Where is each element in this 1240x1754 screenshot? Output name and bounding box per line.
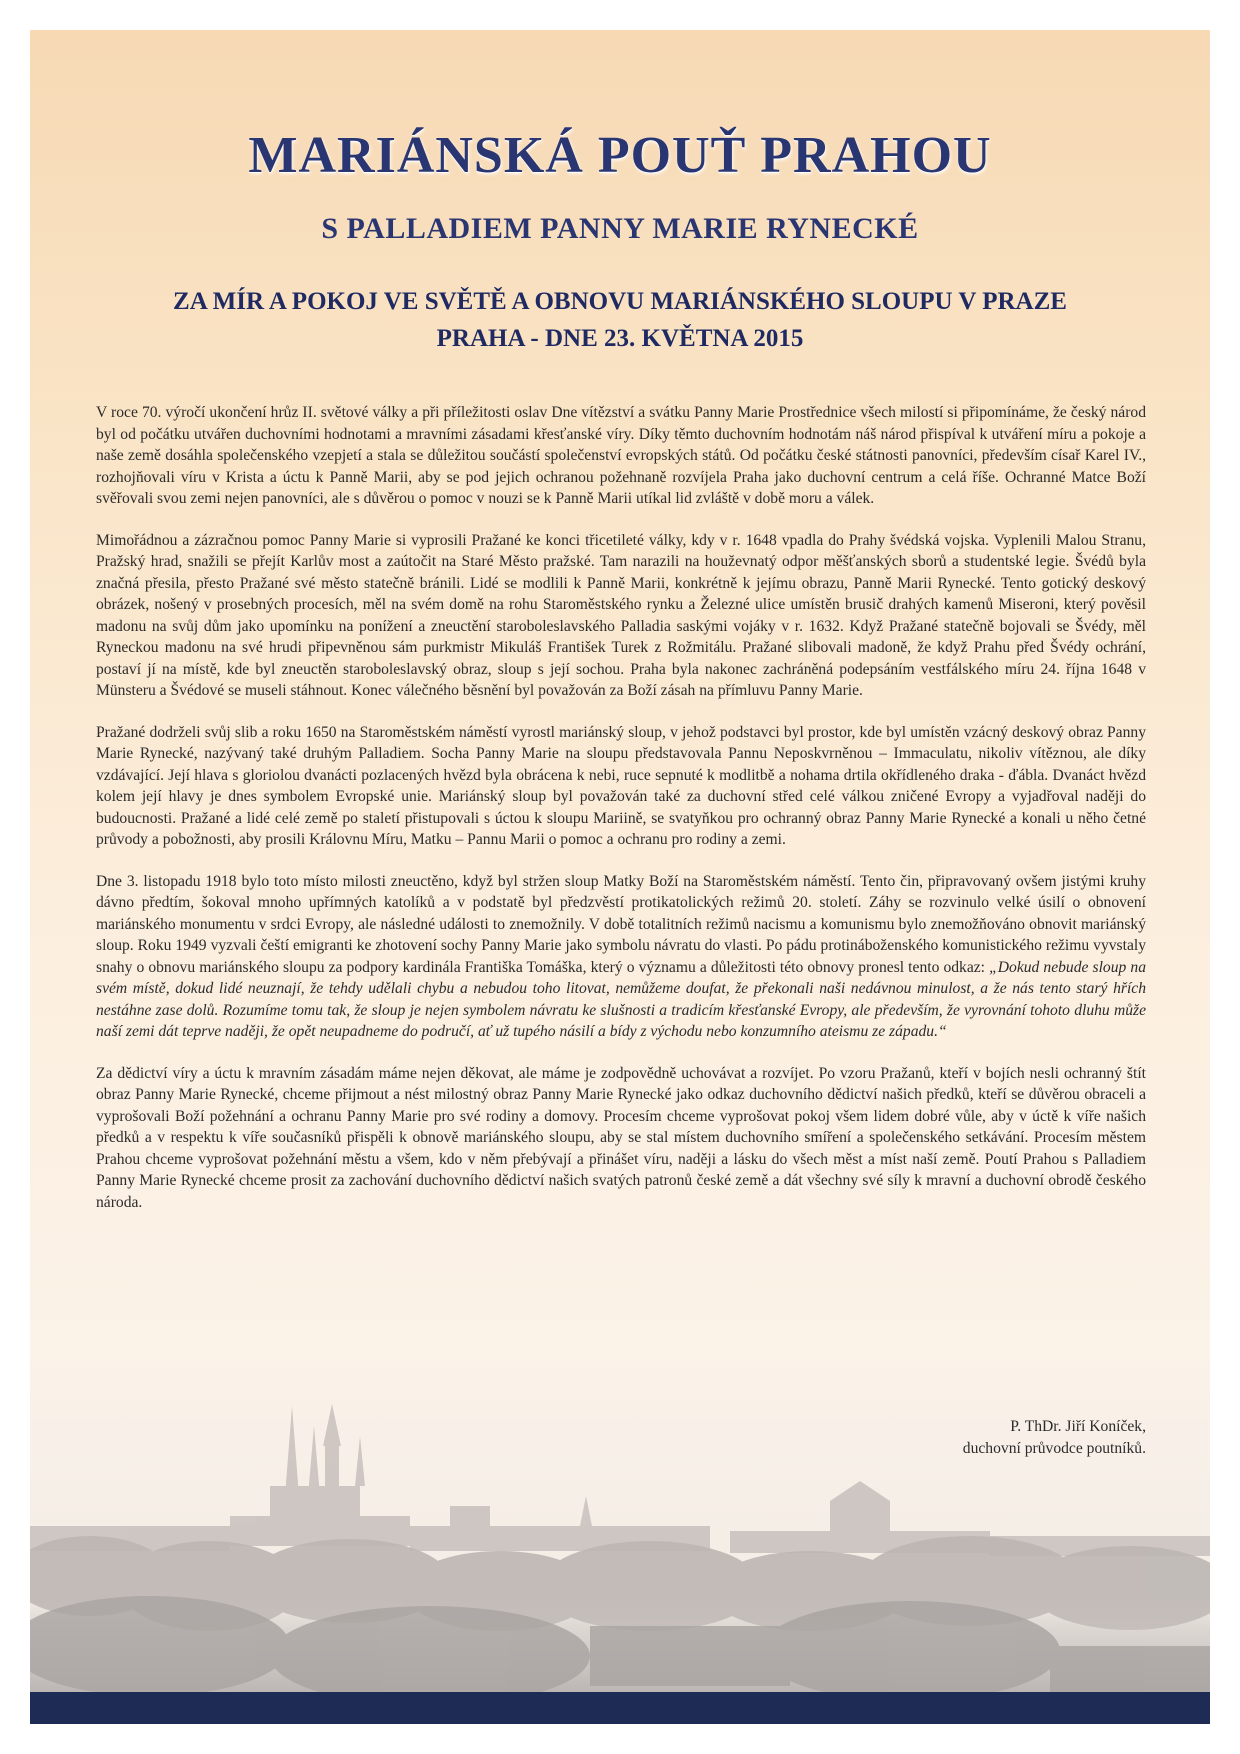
page bbox=[30, 30, 1210, 1724]
paragraph-5: Za dědictví víry a úctu k mravním zásadám máme nejen děkovat, ale máme je zodpovědně uchovávat a rozvíjet. Po vzoru Pražanů, kteří v bojích nesli ochranný štít obraz Panny Marie Rynecké, chceme přijmout a nést milostný obraz Panny Marie Rynecké jako odkaz duchovního dědictví našich předků, kteří se důvěrou obraceli a vyprošovali Boží požehnání a ochranu Panny Marie pro své rodiny a domovy. Procesím chceme vyprošovat pokoj všem lidem dobré vůle, aby v úctě k víře našich předků a v respektu k víře současníků přispěli k obnově mariánského sloupu, aby se stal místem duchovního smíření a společenského setkávání. Procesím městem Prahou chceme vyprošovat požehnání městu a všem, kdo v něm přebývají a přinášet víru, naději a lásku do všech měst a míst naší země. Poutí Prahou s Palladiem Panny Marie Rynecké chceme prosit za zachování duchovního dědictví našich svatých patronů české země a dát všechny své síly k mravní a duchovní obrodě českého národa. bbox=[96, 1064, 1146, 1211]
signature-role: duchovní průvodce poutníků. bbox=[962, 1440, 1146, 1457]
paragraph-4-text: Dne 3. listopadu 1918 bylo toto místo milosti zneuctěno, když byl stržen sloup Matky Boží na Staroměstském náměstí. Tento čin, připravovaný ovšem jistými kruhy dávno předtím, šokoval mnoho upřímných katolíků a v podstatě byl předzvěstí protikatolických režimů 20. století. Záhy se rozvinulo velké úsilí o obnovení mariánského monumentu v srdci Evropy, ale následné události to znemožnily. V době totalitních režimů nacismu a komunismu bylo znemožňováno obnovit mariánský sloup. Roku 1949 vyzvali čeští emigranti ke zhotovení sochy Panny Marie jako symbolu návratu do vlasti. Po pádu protináboženského komunistického režimu vyvstaly snahy o obnovu mariánského sloupu za podpory kardinála Františka Tomáška, který o významu a důležitosti této obnovy pronesl tento odkaz: bbox=[96, 872, 1146, 976]
paragraph-1: V roce 70. výročí ukončení hrůz II. světové války a při příležitosti oslav Dne vítězství a svátku Panny Marie Prostřednice všech milostí si připomínáme, že český národ byl od počátku utvářen duchovními hodnotami a mravními zásadami křesťanské víry. Díky těmto duchovním hodnotám náš národ přispíval k utváření míru a pokoje a naše země dosáhla společenského vzepjetí a stala se důležitou součástí společenství evropských států. Od počátku české státnosti panovníci, především císař Karel IV., rozhojňovali víru v Krista a úctu k Panně Marii, aby se pod jejich ochranou požehnaně rozvíjela Praha jako duchovní centrum a celá říše. Ochranné Matce Boží svěřovali svou zemi nejen panovníci, ale s důvěrou o pomoc v nouzi se k Panně Marii utíkal lid zvláště v době moru a válek. bbox=[96, 404, 1146, 507]
footer-bar bbox=[30, 1692, 1210, 1724]
paragraph-3: Pražané dodrželi svůj slib a roku 1650 na Staroměstském náměstí vyrostl mariánský sloup, v jehož podstavci byl prostor, kde byl umístěn vzácný deskový obraz Panny Marie Rynecké, nazývaný také druhým Palladiem. Socha Panny Marie na sloupu představovala Pannu Neposkvrněnou – Immaculatu, nikoliv vítěznou, ale díky vzdávající. Její hlava s gloriolou dvanácti pozlacených hvězd byla obrácena k nebi, ruce sepnuté k modlitbě a nohama drtila okřídleného draka - ďábla. Dvanáct hvězd kolem její hlavy je dnes symbolem Evropské unie. Mariánský sloup byl považován také za duchovní střed celé válkou zničené Evropy a vyjadřoval naději do budoucnosti. Pražané a lidé celé země po staletí přistupovali s úctou k sloupu Mariině, se svatyňkou pro ochranný obraz Panny Marie Rynecké a konali u něho četné průvody a pobožnosti, aby prosili Královnu Míru, Matku – Pannu Marii o pomoc a ochranu pro rodiny a zemi. bbox=[96, 723, 1146, 848]
body-text bbox=[96, 402, 1146, 1233]
prague-skyline-illustration bbox=[30, 1376, 1210, 1696]
heading-line-1: ZA MÍR A POKOJ VE SVĚTĚ A OBNOVU MARIÁNSKÉHO SLOUPU V PRAZE bbox=[173, 288, 1067, 315]
signature-name: P. ThDr. Jiří Koníček, bbox=[1010, 1418, 1146, 1435]
tomasek-quote: „Dokud nebude sloup na svém místě, dokud lidé neuznají, že tehdy udělali chybu a nebudou toho litovat, nemůžeme doufat, že překonali naši nedávnou minulost, a že nás tento starý hřích nestáhne zase dolů. Rozumíme tomu tak, že sloup je nejen symbolem návratu ke slušnosti a tradicím křesťanské Evropy, ale především, že vyrovnání tohoto dluhu může naší zemi dát teprve naději, že opět neupadneme do područí, ať už tupého násilí a bídy z východu nebo konzumního ateismu ze západu.“ bbox=[96, 958, 1146, 1040]
paragraph-2: Mimořádnou a zázračnou pomoc Panny Marie si vyprosili Pražané ke konci třicetileté války, kdy v r. 1648 vpadla do Prahy švédská vojska. Vyplenili Malou Stranu, Pražský hrad, snažili se přejít Karlův most a zaútočit na Staré Město pražské. Tam narazili na houževnatý odpor měšťanských sborů a studentské legie. Švédů byla značná přesila, přesto Pražané své město statečně bránili. Lidé se modlili k Panně Marii, konkrétně k jejímu obrazu, Panně Marii Rynecké. Tento gotický deskový obrázek, nošený v prosebných procesích, měl na svém domě na rohu Staroměstského rynku a Železné ulice umístěn brusič drahých kamenů Miseroni, který pověsil madonu na svůj dům jako upomínku na ponížení a zneuctění staroboleslavského Palladia saskými vojáky v r. 1632. Když Pražané statečně bojovali se Švédy, měl Ryneckou madonu na své hrudi připevněnou sám purkmistr Mikuláš František Turek z Rožmitálu. Pražané slibovali madoně, že když Prahu před Švédy ochrání, postaví jí na místě, kde byl zneuctěn staroboleslavský obraz, sloup s její sochou. Praha byla nakonec zachráněná podepsáním vestfálského míru 24. října 1648 v Münsteru a Švédové se museli stáhnout. Konec válečného běsnění byl považován za Boží zásah na přímluvu Panny Marie. bbox=[96, 531, 1146, 699]
page-title: MARIÁNSKÁ POUŤ PRAHOU bbox=[248, 127, 992, 184]
heading-line-2: PRAHA - DNE 23. KVĚTNA 2015 bbox=[436, 325, 804, 352]
page-subtitle: S PALLADIEM PANNY MARIE RYNECKÉ bbox=[321, 212, 919, 245]
paragraph-4 bbox=[96, 871, 1146, 1043]
